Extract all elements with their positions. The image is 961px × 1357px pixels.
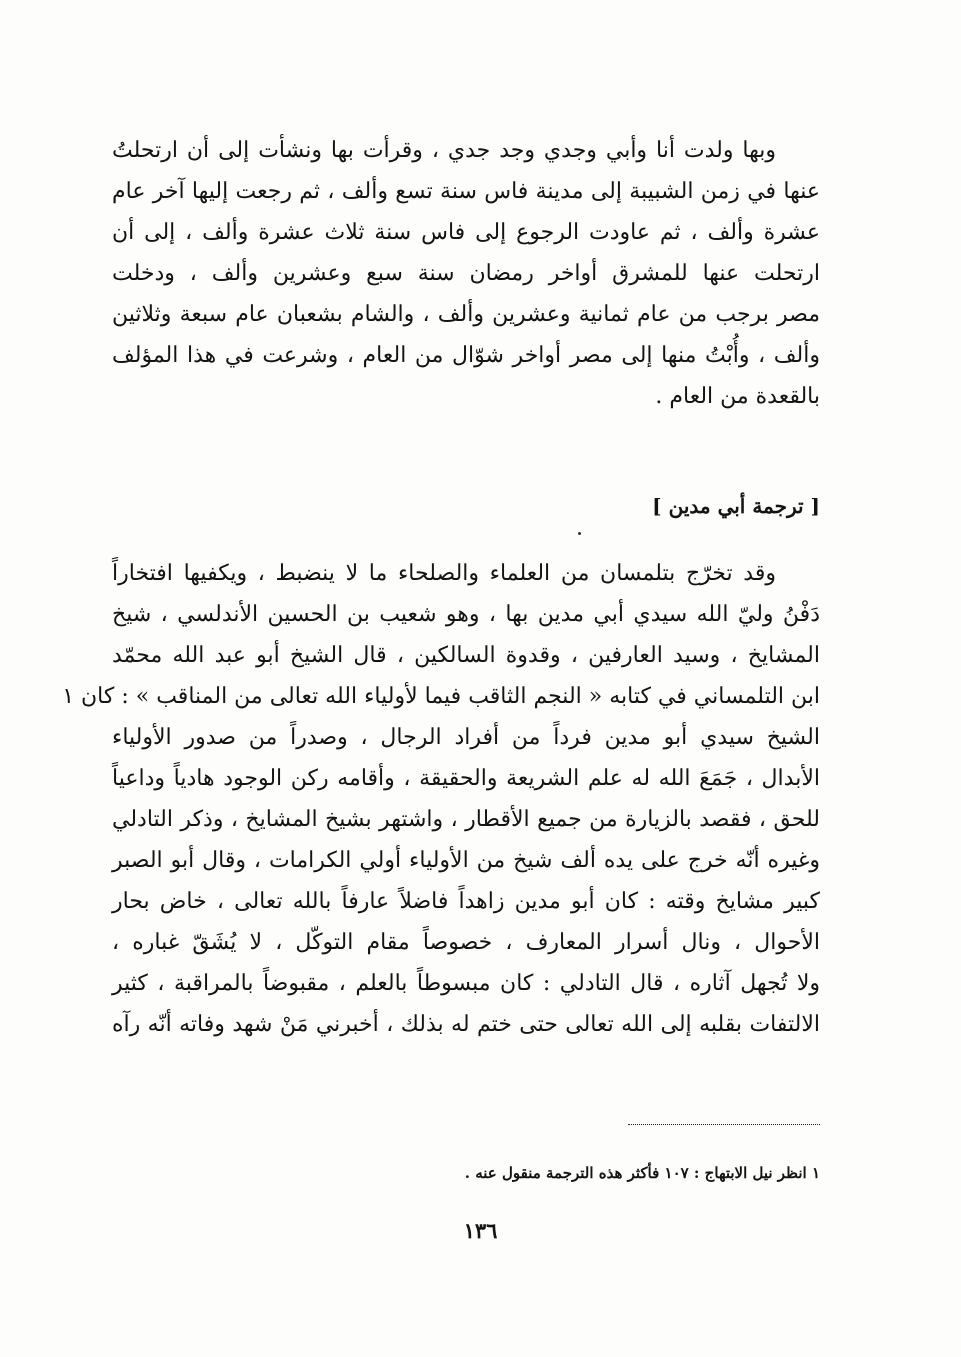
text-line: ابن التلمساني في كتابه « النجم الثاقب فيما لأولياء الله تعالى من المناقب » : كان ١: [62, 684, 820, 709]
ink-dot: [578, 532, 581, 535]
text-line: دَفْنُ وليّ الله سيدي أبي مدين بها ، وهو شعيب بن الحسين الأندلسي ، شيخ: [112, 602, 820, 627]
text-line: وقد تخرّج بتلمسان من العلماء والصلحاء ما لا ينضبط ، ويكفيها افتخاراً: [112, 561, 776, 586]
footnote: ١ انظر نيل الابتهاج : ١٠٧ فأكثر هذه الترجمة منقول عنه .: [464, 1164, 820, 1182]
text-line: وألف ، وأُبْتُ منها إلى مصر أواخر شوّال من العام ، وشرعت في هذا المؤلف: [112, 343, 820, 368]
text-line: مصر برجب من عام ثمانية وعشرين وألف ، والشام بشعبان عام سبعة وثلاثين: [112, 302, 820, 327]
page-number: ١٣٦: [463, 1218, 498, 1243]
text-line: وبها ولدت أنا وأبي وجدي وجد جدي ، وقرأت بها ونشأت إلى أن ارتحلتُ: [112, 138, 776, 163]
text-line: المشايخ ، وسيد العارفين ، وقدوة السالكين ، قال الشيخ أبو عبد الله محمّد: [112, 643, 820, 668]
text-line: ولا تُجهل آثاره ، قال التادلي : كان مبسوطاً بالعلم ، مقبوضاً بالمراقبة ، كثير: [112, 971, 820, 996]
text-line: الشيخ سيدي أبو مدين فرداً من أفراد الرجال ، وصدراً من صدور الأولياء: [112, 725, 820, 750]
text-line: عنها في زمن الشبيبة إلى مدينة فاس سنة تسع وألف ، ثم رجعت إليها آخر عام: [112, 179, 820, 204]
paragraph-abu-madyan: [62, 553, 820, 1045]
paragraph-birth-and-travels: [112, 130, 820, 417]
text-line: للحق ، فقصد بالزيارة من جميع الأقطار ، واشتهر بشيخ المشايخ ، وذكر التادلي: [112, 807, 820, 832]
text-line: كبير مشايخ وقته : كان أبو مدين زاهداً فاضلاً عارفاً بالله تعالى ، خاض بحار: [112, 889, 820, 914]
text-line: الأبدال ، جَمَعَ الله له علم الشريعة والحقيقة ، وأقامه ركن الوجود هادياً وداعياً: [112, 766, 820, 791]
section-heading: [ ترجمة أبي مدين ]: [652, 494, 820, 518]
text-line: وغيره أنّه خرج على يده ألف شيخ من الأولياء أولي الكرامات ، وقال أبو الصبر: [112, 848, 820, 873]
footnote-separator: [628, 1124, 820, 1125]
text-line: الالتفات بقلبه إلى الله تعالى حتى ختم له بذلك ، أخبرني مَنْ شهد وفاته أنّه رآه: [112, 1012, 820, 1037]
text-line: بالقعدة من العام .: [655, 384, 820, 409]
text-line: الأحوال ، ونال أسرار المعارف ، خصوصاً مقام التوكّل ، لا يُشَقّ غباره ،: [112, 930, 820, 955]
text-line: ارتحلت عنها للمشرق أواخر رمضان سنة سبع وعشرين وألف ، ودخلت: [112, 261, 820, 286]
text-line: عشرة وألف ، ثم عاودت الرجوع إلى فاس سنة ثلاث عشرة وألف ، إلى أن: [112, 220, 820, 245]
